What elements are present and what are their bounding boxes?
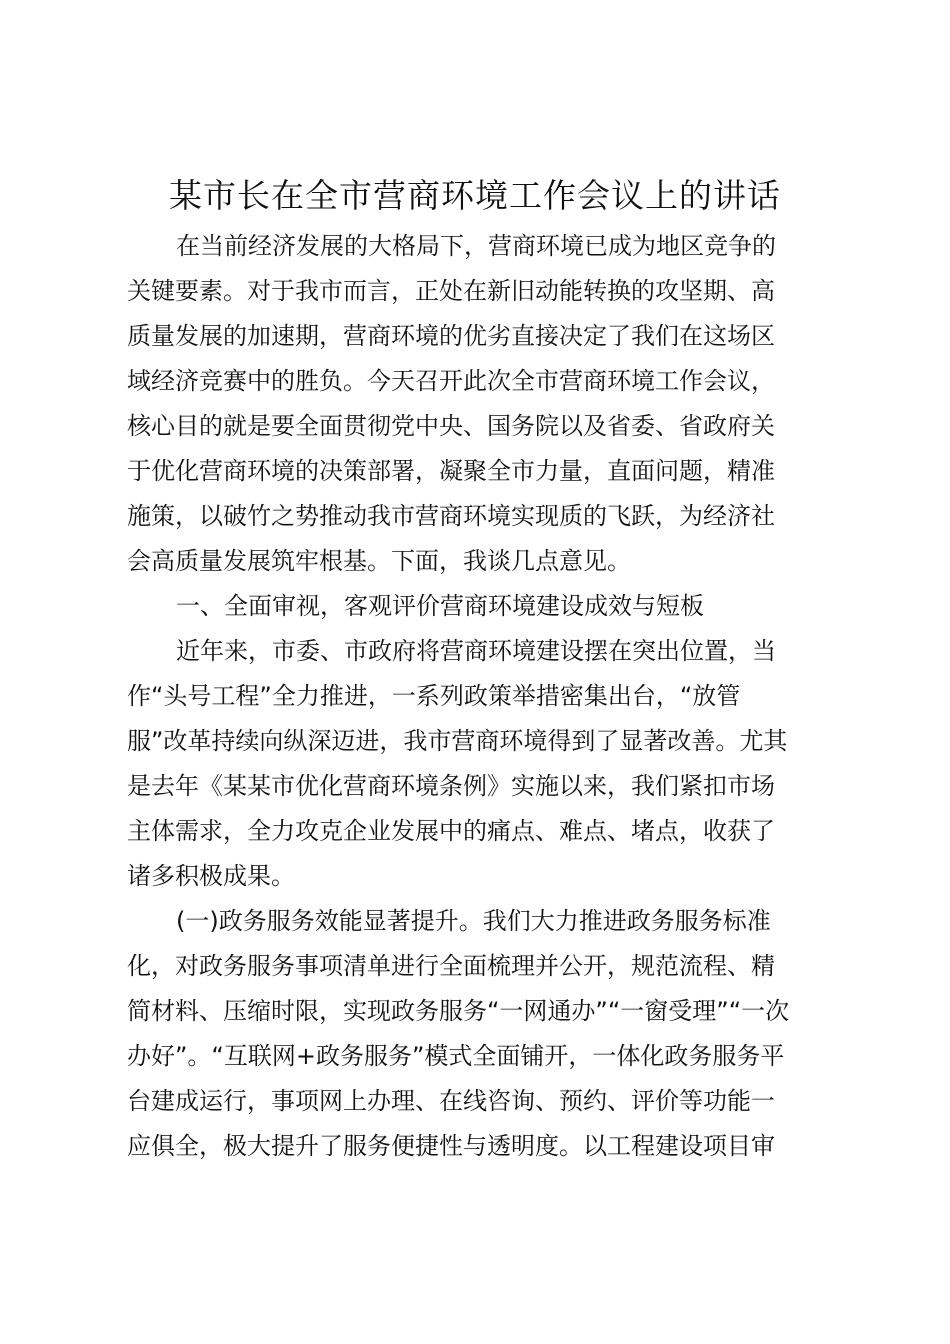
paragraph-line: 关键要素。对于我市而言，正处在新旧动能转换的攻坚期、高 bbox=[127, 277, 775, 305]
document-title: 某市长在全市营商环境工作会议上的讲话 bbox=[169, 176, 781, 215]
document-body bbox=[127, 224, 827, 1169]
paragraph-line: 于优化营商环境的决策部署，凝聚全市力量，直面问题，精准 bbox=[127, 457, 775, 485]
section-heading: 一、全面审视，客观评价营商环境建设成效与短板 bbox=[176, 592, 704, 620]
paragraph-line: 化，对政务服务事项清单进行全面梳理并公开，规范流程、精 bbox=[127, 952, 775, 980]
paragraph-line: 域经济竞赛中的胜负。今天召开此次全市营商环境工作会议， bbox=[127, 367, 775, 395]
paragraph-line: 近年来，市委、市政府将营商环境建设摆在突出位置，当 bbox=[176, 637, 776, 665]
paragraph-line: 台建成运行，事项网上办理、在线咨询、预约、评价等功能一 bbox=[127, 1087, 775, 1115]
paragraph-line: 应俱全，极大提升了服务便捷性与透明度。以工程建设项目审 bbox=[127, 1132, 775, 1160]
paragraph-line: 核心目的就是要全面贯彻党中央、国务院以及省委、省政府关 bbox=[127, 412, 775, 440]
paragraph-line: (一)政务服务效能显著提升。我们大力推进政务服务标准 bbox=[176, 907, 771, 935]
paragraph-line: 在当前经济发展的大格局下，营商环境已成为地区竞争的 bbox=[176, 232, 776, 260]
paragraph-line: 主体需求，全力攻克企业发展中的痛点、难点、堵点，收获了 bbox=[127, 817, 775, 845]
paragraph-line: 诸多积极成果。 bbox=[127, 862, 295, 890]
paragraph-line: 办好”。“互联网+政务服务”模式全面铺开，一体化政务服务平 bbox=[127, 1042, 785, 1070]
paragraph-line: 质量发展的加速期，营商环境的优劣直接决定了我们在这场区 bbox=[127, 322, 775, 350]
paragraph-line: 会高质量发展筑牢根基。下面，我谈几点意见。 bbox=[127, 547, 631, 575]
paragraph-line: 作“头号工程”全力推进，一系列政策举措密集出台，“放管 bbox=[127, 682, 741, 710]
paragraph-line: 施策，以破竹之势推动我市营商环境实现质的飞跃，为经济社 bbox=[127, 502, 775, 530]
paragraph-line: 是去年《某某市优化营商环境条例》实施以来，我们紧扣市场 bbox=[127, 772, 775, 800]
paragraph-line: 简材料、压缩时限，实现政务服务“一网通办”“一窗受理”“一次 bbox=[127, 997, 790, 1025]
paragraph-line: 服”改革持续向纵深迈进，我市营商环境得到了显著改善。尤其 bbox=[127, 727, 788, 755]
